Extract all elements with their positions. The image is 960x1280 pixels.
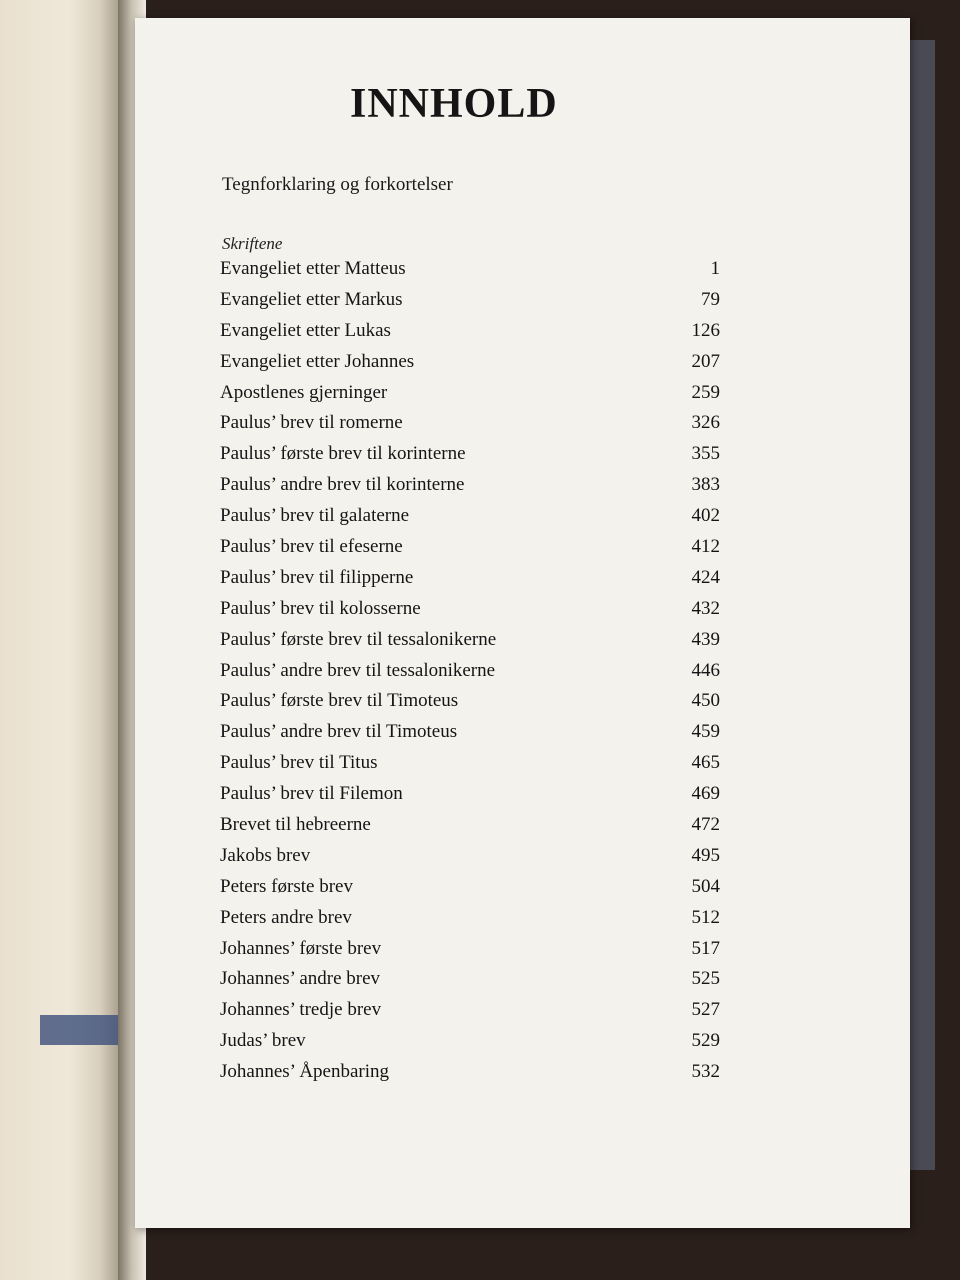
toc-entry-title: Paulus’ andre brev til tessalonikerne bbox=[220, 659, 496, 681]
toc-entry-page: 383 bbox=[691, 474, 720, 496]
toc-entry-title: Paulus’ brev til filipperne bbox=[220, 566, 414, 588]
toc-row bbox=[220, 721, 720, 752]
toc-entry-title: Apostlenes gjerninger bbox=[220, 381, 388, 403]
page-title: INNHOLD bbox=[350, 81, 558, 127]
toc-entry-page: 527 bbox=[691, 999, 720, 1021]
toc-row bbox=[220, 845, 720, 876]
toc-entry-title: Evangeliet etter Markus bbox=[220, 288, 403, 310]
toc-entry-page: 424 bbox=[691, 566, 720, 588]
toc-entry-page: 504 bbox=[691, 875, 720, 897]
toc-entry-page: 529 bbox=[691, 1030, 720, 1052]
toc-entry-title: Paulus’ brev til Filemon bbox=[220, 783, 403, 805]
toc-entry-title: Brevet til hebreerne bbox=[220, 814, 371, 836]
toc-entry-title: Paulus’ andre brev til Timoteus bbox=[220, 721, 458, 743]
toc-entry-title: Johannes’ tredje brev bbox=[220, 999, 382, 1021]
toc-entry-title: Paulus’ andre brev til korinterne bbox=[220, 474, 465, 496]
toc-row bbox=[220, 382, 720, 413]
toc-entry-page: 495 bbox=[691, 844, 720, 866]
toc-entry-title: Paulus’ brev til kolosserne bbox=[220, 597, 421, 619]
toc-row bbox=[220, 320, 720, 351]
toc-row bbox=[220, 1030, 720, 1061]
toc-entry-title: Paulus’ brev til efeserne bbox=[220, 536, 403, 558]
toc-entry-page: 1 bbox=[710, 258, 720, 279]
toc-row bbox=[220, 660, 720, 691]
toc-row bbox=[220, 690, 720, 721]
toc-entry-page: 412 bbox=[691, 536, 720, 558]
toc-entry-page: 512 bbox=[691, 906, 720, 928]
table-of-contents bbox=[220, 258, 720, 1092]
toc-row bbox=[220, 999, 720, 1030]
toc-row bbox=[220, 598, 720, 629]
toc-entry-page: 446 bbox=[691, 659, 720, 681]
toc-row bbox=[220, 629, 720, 660]
toc-entry-page: 126 bbox=[691, 319, 720, 341]
toc-row bbox=[220, 289, 720, 320]
toc-row bbox=[220, 907, 720, 938]
toc-row bbox=[220, 443, 720, 474]
toc-entry-title: Peters andre brev bbox=[220, 906, 352, 928]
toc-row bbox=[220, 876, 720, 907]
toc-row bbox=[220, 1061, 720, 1092]
toc-entry-page: 326 bbox=[691, 412, 720, 434]
toc-entry-page: 465 bbox=[691, 752, 720, 774]
toc-entry-title: Evangeliet etter Lukas bbox=[220, 319, 391, 341]
toc-entry-page: 259 bbox=[691, 381, 720, 403]
toc-row bbox=[220, 351, 720, 382]
toc-entry-title: Paulus’ første brev til tessalonikerne bbox=[220, 628, 497, 650]
left-page bbox=[0, 0, 125, 1280]
toc-entry-page: 517 bbox=[691, 937, 720, 959]
section-label: Skriftene bbox=[222, 234, 283, 253]
toc-entry-page: 450 bbox=[691, 690, 720, 712]
toc-entry-title: Paulus’ første brev til Timoteus bbox=[220, 690, 459, 712]
left-page-blue-edge bbox=[40, 1015, 120, 1045]
toc-entry-page: 355 bbox=[691, 443, 720, 465]
toc-entry-title: Johannes’ Åpenbaring bbox=[220, 1061, 390, 1083]
toc-entry-title: Paulus’ brev til Titus bbox=[220, 752, 378, 774]
toc-entry-title: Paulus’ første brev til korinterne bbox=[220, 443, 466, 465]
toc-entry-page: 432 bbox=[691, 597, 720, 619]
toc-entry-title: Jakobs brev bbox=[220, 844, 311, 866]
toc-row bbox=[220, 505, 720, 536]
toc-entry-title: Judas’ brev bbox=[220, 1030, 306, 1052]
toc-row bbox=[220, 567, 720, 598]
toc-subtitle: Tegnforklaring og forkortelser bbox=[222, 174, 453, 195]
toc-row bbox=[220, 968, 720, 999]
toc-entry-page: 459 bbox=[691, 721, 720, 743]
toc-entry-page: 79 bbox=[701, 288, 720, 310]
toc-entry-page: 439 bbox=[691, 628, 720, 650]
toc-entry-page: 402 bbox=[691, 505, 720, 527]
toc-entry-page: 472 bbox=[691, 814, 720, 836]
toc-entry-title: Paulus’ brev til romerne bbox=[220, 412, 403, 434]
toc-entry-title: Evangeliet etter Matteus bbox=[220, 258, 406, 279]
toc-row bbox=[220, 814, 720, 845]
toc-entry-title: Johannes’ første brev bbox=[220, 937, 382, 959]
toc-row bbox=[220, 536, 720, 567]
toc-entry-title: Johannes’ andre brev bbox=[220, 968, 381, 990]
toc-row bbox=[220, 752, 720, 783]
toc-row bbox=[220, 783, 720, 814]
toc-row bbox=[220, 258, 720, 289]
toc-entry-page: 525 bbox=[691, 968, 720, 990]
toc-entry-title: Peters første brev bbox=[220, 875, 353, 897]
toc-entry-page: 532 bbox=[691, 1061, 720, 1083]
toc-entry-title: Paulus’ brev til galaterne bbox=[220, 505, 410, 527]
toc-entry-page: 469 bbox=[691, 783, 720, 805]
toc-entry-page: 207 bbox=[691, 350, 720, 372]
toc-row bbox=[220, 474, 720, 505]
toc-row bbox=[220, 938, 720, 969]
toc-entry-title: Evangeliet etter Johannes bbox=[220, 350, 415, 372]
toc-row bbox=[220, 412, 720, 443]
